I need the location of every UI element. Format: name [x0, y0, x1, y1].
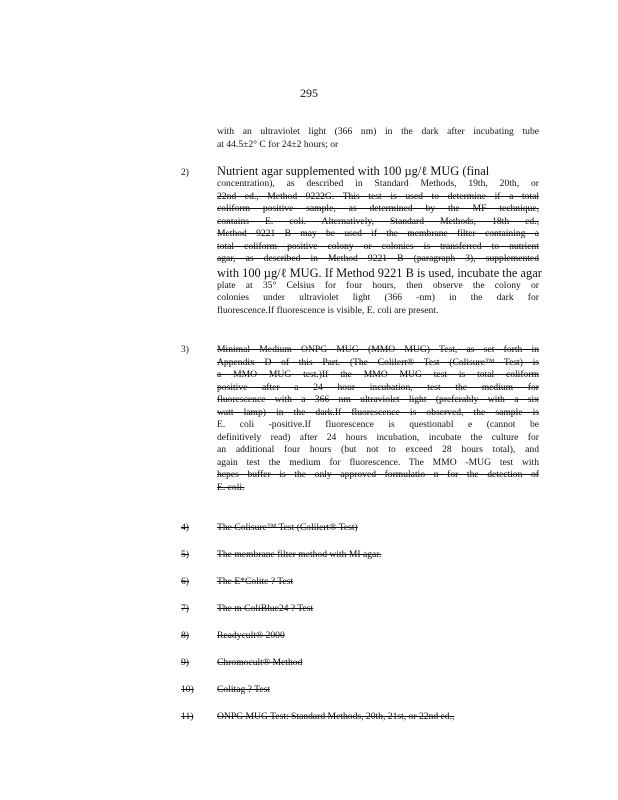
text-line: positive after a 24 hour incubation, test the medium for — [217, 381, 539, 393]
text-line: fluorescence with a 366 nm ultraviolet light (preferably with a six — [217, 394, 539, 405]
text-line: fluorescence.If fluorescence is visible, E. coli are present. — [217, 304, 439, 316]
text-line: hepes buffer is the only approved formulatio n for the detection of — [217, 469, 539, 480]
item-text: Colitag ? Test — [217, 684, 270, 695]
item-number: 7) — [181, 603, 189, 614]
text-line: with an ultraviolet light (366 nm) in the dark after incubating tube — [217, 126, 539, 137]
item-text: Readycult® 2000 — [217, 630, 285, 641]
item2-number: 2) — [181, 167, 189, 178]
text-line: E. coli. — [217, 481, 245, 493]
text-line: colonies under ultraviolet light (366 -nm) in the dark for — [217, 292, 539, 303]
text-line: Nutrient agar supplemented with 100 µg/ℓ MUG (final — [217, 164, 490, 178]
item3-body — [217, 344, 539, 494]
text-line: E. coli -positive.If fluorescence is questionabl e (cannot be — [217, 419, 539, 430]
item-text: The membrane filter method with MI agar. — [217, 549, 382, 560]
text-line: an additional four hours (but not to exceed 28 hours total), and — [217, 444, 539, 455]
text-line: plate at 35° Celsius for four hours, then observe the colony or — [217, 279, 539, 291]
text-line: again test the medium for fluorescence. The MMO -MUG test with — [217, 456, 539, 468]
text-line: total coliform positive colony or colonies is transferred to nutrient — [217, 240, 539, 252]
item-text: The m ColiBlue24 ? Test — [217, 603, 314, 614]
list-item — [0, 522, 618, 536]
item-number: 11) — [181, 711, 194, 722]
item3-number: 3) — [181, 344, 189, 355]
list-item — [0, 630, 618, 644]
text-line: definitively read) after 24 hours incubation, incubate the culture for — [217, 431, 539, 443]
item2-body — [217, 164, 542, 317]
list-item — [0, 549, 618, 563]
text-line: coliform positive sample, as determined by the MF technique, — [217, 203, 539, 214]
list-item — [0, 576, 618, 590]
item-text: The Colisure™ Test (Colilert® Test) — [217, 522, 358, 533]
item-number: 10) — [181, 684, 194, 695]
item-number: 6) — [181, 576, 189, 587]
text-line: Method 9221 B may be used if the membrane filter containing a — [217, 228, 539, 239]
list-item — [0, 711, 618, 725]
item-number: 8) — [181, 630, 189, 641]
item-number: 9) — [181, 657, 189, 668]
item-text: ONPG MUG Test: Standard Methods, 20th, 21st, or 22nd ed., — [217, 711, 455, 722]
list-item — [0, 684, 618, 698]
text-line: contains E. coli. Alternatively, Standard Methods, 18th ed., — [217, 215, 539, 227]
item-text: Chromocult® Method — [217, 657, 303, 668]
text-line: 22nd ed., Method 9222G. This test is used to determine if a total — [217, 190, 539, 202]
text-line: agar, as described in Method 9221 B (paragraph 3), supplemented — [217, 253, 539, 264]
text-line: concentration), as described in Standard Methods, 19th, 20th, or — [217, 178, 539, 189]
page-number: 295 — [300, 86, 318, 100]
text-line: a MMO MUG test.)If the MMO MUG test is total coliform — [217, 369, 539, 380]
item1-continuation — [217, 126, 539, 151]
list-item — [0, 657, 618, 671]
text-line: with 100 µg/ℓ MUG. If Method 9221 B is used, incubate the agar — [217, 265, 542, 280]
item-number: 4) — [181, 522, 189, 533]
text-line: Minimal Medium ONPG MUG (MMO MUG) Test, as set forth in — [217, 344, 539, 355]
text-line: at 44.5±2° C for 24±2 hours; or — [217, 138, 339, 150]
item-number: 5) — [181, 549, 189, 560]
text-line: watt lamp) in the dark.If fluorescence is observed, the sample is — [217, 406, 539, 418]
text-line: Appendix D of this Part. (The Colilert® Test (Colisure™ Test) is — [217, 356, 539, 368]
list-item — [0, 603, 618, 617]
item-text: The E*Colite ? Test — [217, 576, 294, 587]
